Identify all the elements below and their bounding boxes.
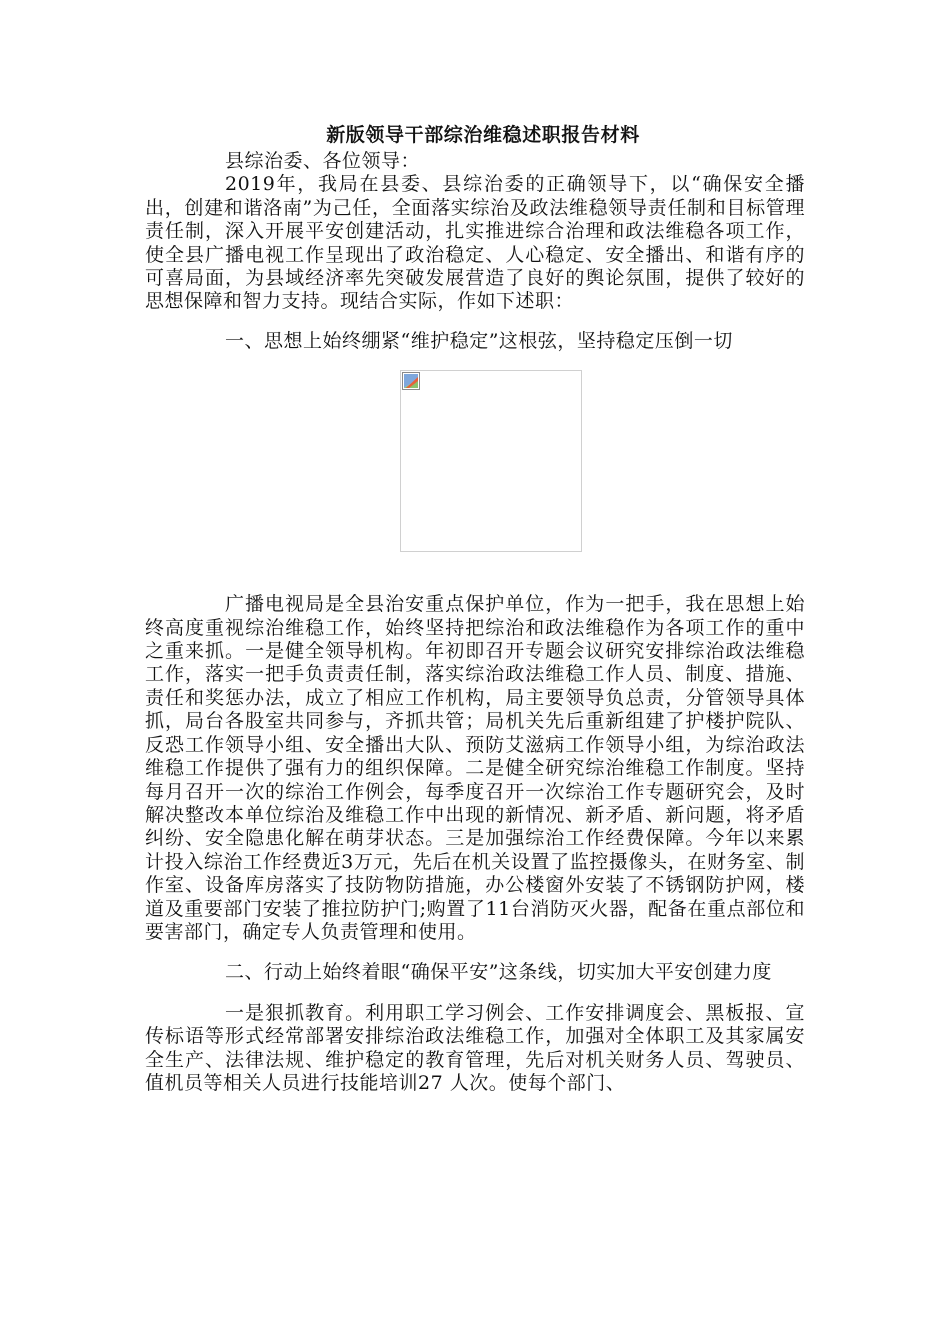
broken-image-icon <box>402 372 420 390</box>
section-2-body: 一是狠抓教育。利用职工学习例会、工作安排调度会、黑板报、宣传标语等形式经常部署安排综治政法维稳工作，加强对全体职工及其家属安全生产、法律法规、维护稳定的教育管理，先后对机关财务人员、驾驶员、值机员等相关人员进行技能培训27 人次。使每个部门、 <box>145 1001 805 1094</box>
document-title: 新版领导干部综治维稳述职报告材料 <box>326 124 640 146</box>
document-page <box>145 120 805 1095</box>
section-1-body: 广播电视局是全县治安重点保护单位，作为一把手，我在思想上始终高度重视综治维稳工作，始终坚持把综治和政法维稳作为各项工作的重中之重来抓。一是健全领导机构。年初即召开专题会议研究安排综治政法维稳工作，落实一把手负责责任制，落实综治政法维稳工作人员、制度、措施、责任和奖惩办法，成立了相应工作机构，局主要领导负总责，分管领导具体抓，局台各股室共同参与，齐抓共管；局机关先后重新组建了护楼护院队、反恐工作领导小组、安全播出大队、预防艾滋病工作领导小组，为综治政法维稳工作提供了强有力的组织保障。二是健全研究综治维稳工作制度。坚持每月召开一次的综治工作例会，每季度召开一次综治工作专题研究会，及时解决整改本单位综治及维稳工作中出现的新情况、新矛盾、新问题，将矛盾纠纷、安全隐患化解在萌芽状态。三是加强综治工作经费保障。今年以来累计投入综治工作经费近3万元，先后在机关设置了监控摄像头，在财务室、制作室、设备库房落实了技防物防措施，办公楼窗外安装了不锈钢防护网，楼道及重要部门安装了推拉防护门;购置了11台消防灭火器，配备在重点部位和要害部门，确定专人负责管理和使用。 <box>145 593 805 943</box>
intro-paragraph: 2019年，我局在县委、县综治委的正确领导下，以“确保安全播出，创建和谐洛南”为己任，全面落实综治及政法维稳领导责任制和目标管理责任制，深入开展平安创建活动，扎实推进综合治理和政法维稳各项工作，使全县广播电视工作呈现出了政治稳定、人心稳定、安全播出、和谐有序的可喜局面，为县域经济率先突破发展营造了良好的舆论氛围，提供了较好的思想保障和智力支持。现结合实际，作如下述职： <box>145 173 805 313</box>
section-1-heading: 一、思想上始终绷紧“维护稳定”这根弦，坚持稳定压倒一切 <box>225 329 733 352</box>
section-2-heading: 二、行动上始终着眼“确保平安”这条线，切实加大平安创建力度 <box>225 961 772 984</box>
salutation: 县综治委、各位领导： <box>225 150 421 172</box>
image-placeholder <box>400 370 582 552</box>
